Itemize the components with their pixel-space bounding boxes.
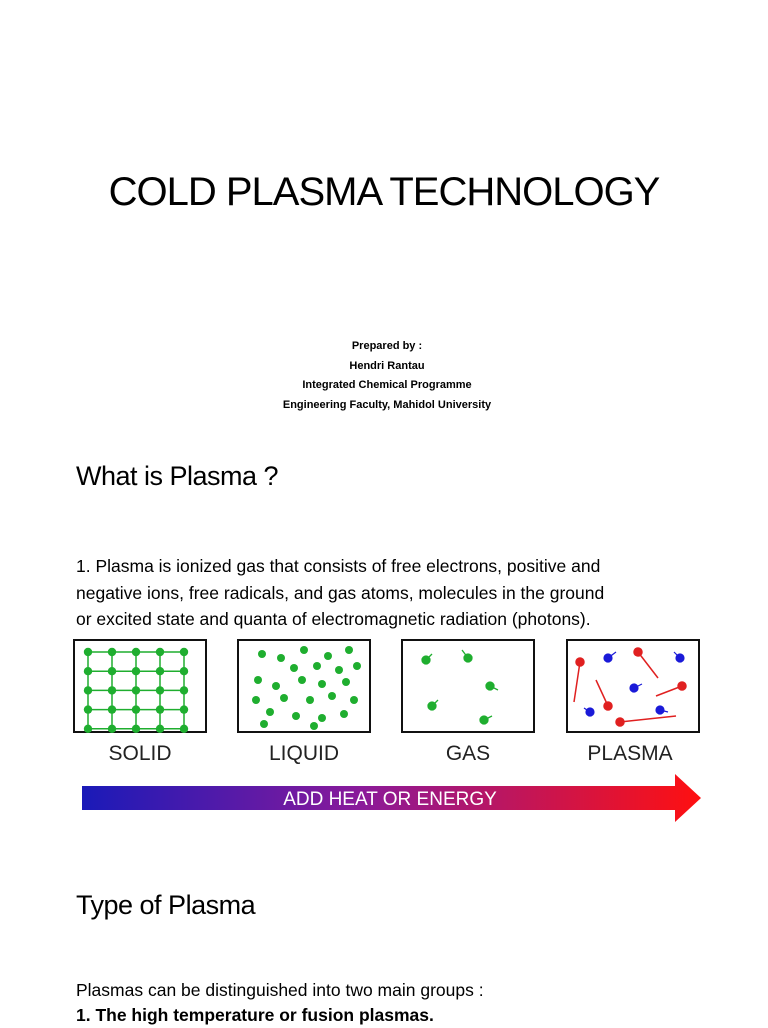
page-title: COLD PLASMA TECHNOLOGY <box>108 170 660 214</box>
solid-particle <box>180 667 188 675</box>
solid-panel <box>74 640 206 733</box>
section-heading-type-of-plasma: Type of Plasma <box>76 890 256 920</box>
paragraph-line: or excited state and quanta of electromagnetic radiation (photons). <box>76 609 591 629</box>
prepared-by-label: Prepared by : <box>351 340 423 352</box>
solid-particle <box>156 705 164 713</box>
author-name: Hendri Rantau <box>349 359 425 372</box>
solid-particle <box>132 725 140 733</box>
solid-particle <box>108 705 116 713</box>
liquid-panel <box>238 640 370 732</box>
solid-particle <box>156 686 164 694</box>
solid-particle <box>180 725 188 733</box>
paragraph-line: 1. Plasma is ionized gas that consists of free electrons, positive and <box>76 556 601 576</box>
arrow-label: ADD HEAT OR ENERGY <box>283 789 497 810</box>
solid-particle <box>84 667 92 675</box>
solid-particle <box>132 705 140 713</box>
plasma-panel <box>567 640 699 732</box>
paragraph-line: negative ions, free radicals, and gas atoms, molecules in the ground <box>76 582 605 603</box>
solid-particle <box>84 686 92 694</box>
solid-particle <box>132 686 140 694</box>
solid-particle <box>180 686 188 694</box>
plasma-definition-paragraph <box>76 553 706 633</box>
solid-particle <box>84 648 92 656</box>
programme-name: Integrated Chemical Programme <box>302 379 472 391</box>
solid-particle <box>108 686 116 694</box>
solid-particle <box>180 705 188 713</box>
plasma-group-item-1: 1. The high temperature or fusion plasmas. <box>76 1005 434 1025</box>
credits-block <box>0 337 768 415</box>
solid-particle <box>108 667 116 675</box>
solid-particle <box>132 648 140 656</box>
faculty-name: Engineering Faculty, Mahidol University <box>282 398 492 411</box>
plasma-types-paragraph <box>76 978 484 1028</box>
solid-particle <box>156 648 164 656</box>
states-of-matter-diagram <box>60 630 710 830</box>
state-label-liquid: LIQUID <box>268 742 340 765</box>
solid-particle <box>108 725 116 733</box>
plasma-groups-intro: Plasmas can be distinguished into two main groups : <box>76 980 484 1000</box>
solid-particle <box>108 648 116 656</box>
section-heading-what-is-plasma: What is Plasma ? <box>76 461 279 491</box>
solid-particle <box>132 667 140 675</box>
energy-arrow <box>82 774 701 822</box>
solid-particle <box>156 667 164 675</box>
state-label-plasma: PLASMA <box>587 742 673 765</box>
gas-panel <box>402 640 534 732</box>
state-label-solid: SOLID <box>108 742 172 765</box>
solid-particle <box>84 705 92 713</box>
solid-particle <box>156 725 164 733</box>
solid-particle <box>180 648 188 656</box>
state-label-gas: GAS <box>445 742 491 765</box>
solid-particle <box>84 725 92 733</box>
